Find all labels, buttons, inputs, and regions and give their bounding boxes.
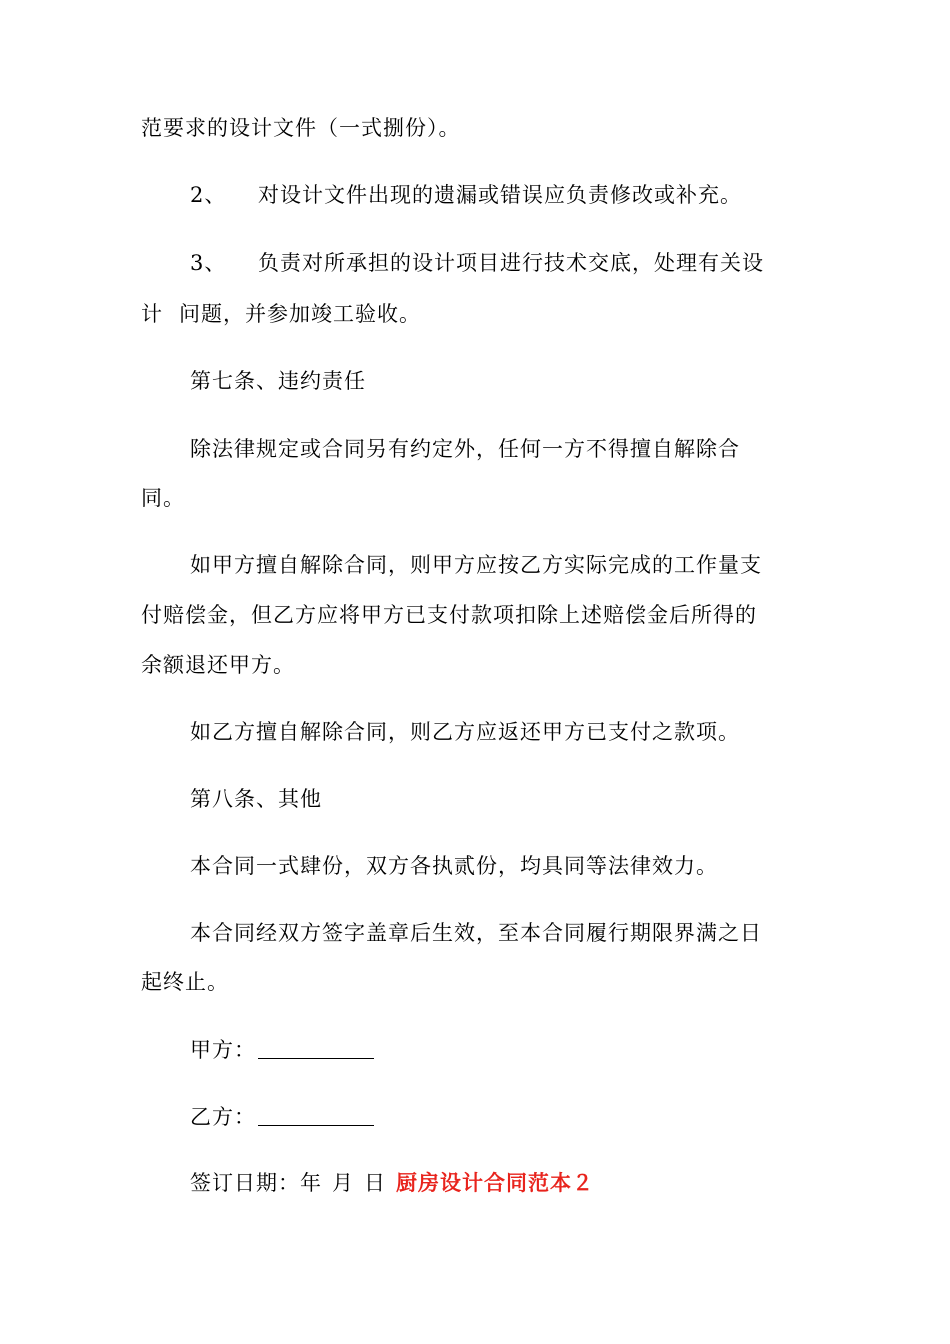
text-p1b: 同。 — [141, 486, 185, 510]
text-l1: 范要求的设计文件（一式捌份）。 — [141, 116, 461, 140]
signing-date-line — [190, 1169, 594, 1197]
section-heading-7 — [190, 367, 366, 395]
paragraph-line — [190, 718, 740, 746]
signature-party-b — [190, 1103, 374, 1131]
text-fragment: 问题，并参加竣工验收。 — [179, 302, 421, 326]
year-label: 年 — [300, 1171, 322, 1195]
signature-blank — [258, 1105, 374, 1126]
text-fragment: 计 — [141, 302, 163, 326]
paragraph-line — [190, 435, 740, 463]
signature-party-a — [190, 1036, 374, 1064]
paragraph-line — [141, 114, 461, 142]
list-item-3 — [190, 249, 764, 277]
paragraph-line — [190, 551, 762, 579]
list-text: 对设计文件出现的遗漏或错误应负责修改或补充。 — [258, 183, 742, 207]
list-item-3-continuation — [141, 300, 421, 328]
text-p5b: 起终止。 — [141, 970, 229, 994]
text-p3: 如乙方擅自解除合同，则乙方应返还甲方已支付之款项。 — [190, 720, 740, 744]
text-p2a: 如甲方擅自解除合同，则甲方应按乙方实际完成的工作量支 — [190, 553, 762, 577]
next-section-title: 厨房设计合同范本２ — [396, 1171, 594, 1195]
paragraph-line — [141, 968, 229, 996]
paragraph-line — [190, 919, 762, 947]
heading-text: 第七条、违约责任 — [190, 369, 366, 393]
text-p2b: 付赔偿金，但乙方应将甲方已支付款项扣除上述赔偿金后所得的 — [141, 603, 757, 627]
section-heading-8 — [190, 785, 322, 813]
paragraph-line — [141, 484, 185, 512]
paragraph-line — [141, 601, 757, 629]
list-item-2 — [190, 181, 742, 209]
month-label: 月 — [332, 1171, 354, 1195]
paragraph-line — [141, 651, 295, 679]
day-label: 日 — [364, 1171, 386, 1195]
text-p4: 本合同一式肆份，双方各执贰份，均具同等法律效力。 — [190, 854, 718, 878]
list-text: 负责对所承担的设计项目进行技术交底，处理有关设 — [258, 251, 764, 275]
heading-text: 第八条、其他 — [190, 787, 322, 811]
text-p1a: 除法律规定或合同另有约定外，任何一方不得擅自解除合 — [190, 437, 740, 461]
text-p5a: 本合同经双方签字盖章后生效，至本合同履行期限界满之日 — [190, 921, 762, 945]
party-a-label: 甲方： — [190, 1038, 256, 1062]
date-label: 签订日期： — [190, 1171, 300, 1195]
list-number: 2、 — [190, 183, 227, 207]
party-b-label: 乙方： — [190, 1105, 256, 1129]
signature-blank — [258, 1038, 374, 1059]
paragraph-line — [190, 852, 718, 880]
text-p2c: 余额退还甲方。 — [141, 653, 295, 677]
list-number: 3、 — [190, 251, 227, 275]
